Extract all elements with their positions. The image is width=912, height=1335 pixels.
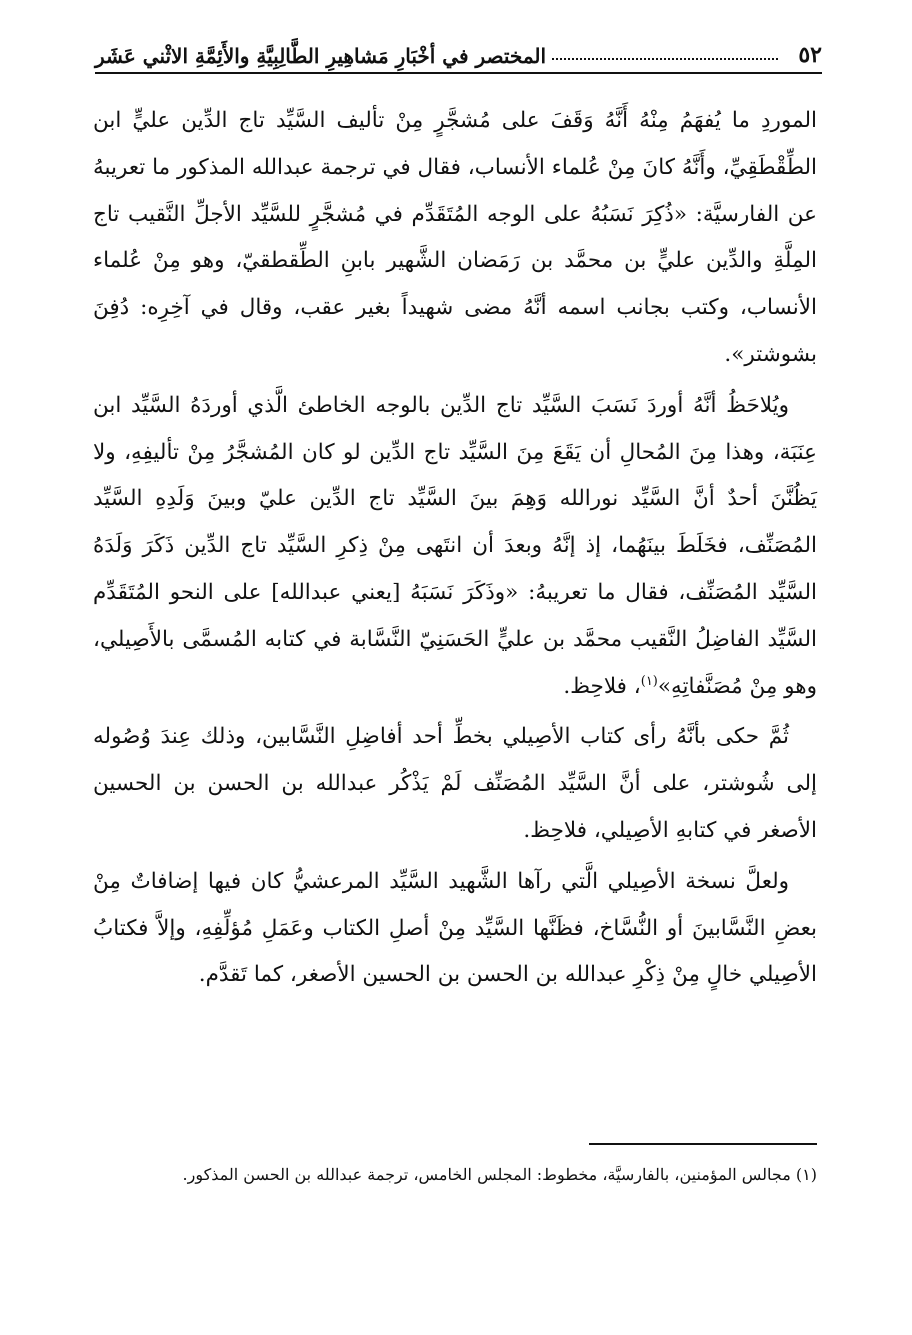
footnote-separator	[589, 1143, 817, 1145]
main-text	[93, 98, 817, 1003]
book-title: المختصر في أخْبَارِ مَشاهِيرِ الطَّالِبِيَّةِ والأَئِمَّةِ الاثْني عَشَر	[95, 44, 547, 68]
paragraph-text: ويُلاحَظُ أنَّهُ أوردَ نَسَبَ السَّيِّد تاج الدِّين بالوجه الخاطئ الَّذي أوردَهُ السَّيِّد ابن عِنَبَة، وهذا مِنَ المُحالِ أن يَقَعَ مِنَ السَّيِّد تاج الدِّين لو كان المُشجَّرُ مِنْ تأليفِهِ، ولا يَظُنَّنَ أحدٌ أنَّ السَّيِّد نورالله وَهِمَ بينَ السَّيِّد تاج الدِّين عليّ وبينَ وَلَدِهِ السَّيِّد المُصَنِّف، فخَلَطَ بينَهُما، إذ إنَّهُ وبعدَ أن انتَهى مِنْ ذِكرِ السَّيِّد تاج الدِّين ذَكَرَ وَلَدَهُ السَّيِّد المُصَنِّف، فقال ما تعريبهُ: «وذَكَرَ نَسَبَهُ [يعني عبدالله] على النحو المُتَقَدِّم السَّيِّد الفاضِلُ النَّقيب محمَّد بن عليٍّ الحَسَنِيّ النَّسَّابة في كتابه المُسمَّى بالأَصِيلي، وهو مِنْ مُصَنَّفاتِهِ»	[93, 392, 817, 699]
footnote-reference[interactable]: (١)	[640, 673, 658, 689]
paragraph-text: ولعلَّ نسخة الأصِيلي الَّتي رآها الشَّهيد السَّيِّد المرعشيُّ كان فيها إضافاتٌ مِنْ بعضِ النَّسَّابينَ أو النُّسَّاخ، فظَنَّها السَّيِّد مِنْ أصلِ الكتاب وعَمَلِ مُؤلِّفِهِ، وإلاَّ فكتابُ الأصِيلي خالٍ مِنْ ذِكْرِ عبدالله بن الحسن بن الحسين الأصغر، كما تَقدَّم.	[93, 868, 817, 988]
paragraph-text: ثُمَّ حكى بأنَّهُ رأى كتاب الأصِيلي بخطِّ أحد أفاضِلِ النَّسَّابين، وذلك عِندَ وُصُوله إلى شُوشتر، على أنَّ السَّيِّد المُصَنِّف لَمْ يَذْكُر عبدالله بن الحسن بن الحسين الأصغر في كتابهِ الأصِيلي، فلاحِظ.	[93, 724, 817, 843]
running-header	[95, 30, 822, 74]
page-number: ٥٢	[798, 42, 822, 68]
paragraph-1	[93, 98, 817, 379]
paragraph-4	[93, 859, 817, 999]
footnote: (١) مجالس المؤمنين، بالفارسيَّة، مخطوط: المجلس الخامس، ترجمة عبدالله بن الحسن المذكور.	[182, 1165, 817, 1184]
header-dot-leader	[552, 58, 778, 60]
paragraph-text-tail: ، فلاحِظ.	[563, 673, 641, 699]
paragraph-3	[93, 714, 817, 854]
paragraph-text: الموردِ ما يُفهَمُ مِنْهُ أَنَّهُ وَقَفَ على مُشجَّرٍ مِنْ تأليف السَّيِّد تاج الدِّين عليٍّ ابن الطِّقْطَقِيِّ، وأَنَّهُ كانَ مِنْ عُلماء الأنساب، فقال في ترجمة عبدالله المذكور ما تعريبهُ عن الفارسيَّة: «ذُكِرَ نَسَبُهُ على الوجه المُتَقَدِّم في مُشجَّرٍ للسَّيِّد الأجلِّ النَّقيب تاج المِلَّةِ والدِّين عليٍّ بن محمَّد بن رَمَضان الشَّهير بابنِ الطِّقطقيّ، وهو مِنْ عُلماء الأنساب، وكتب بجانب اسمه أنَّهُ مضى شهيداً بغير عقب، وقال في آخِرِه: دُفِنَ بشوشتر».	[93, 108, 817, 367]
paragraph-2	[93, 383, 817, 711]
